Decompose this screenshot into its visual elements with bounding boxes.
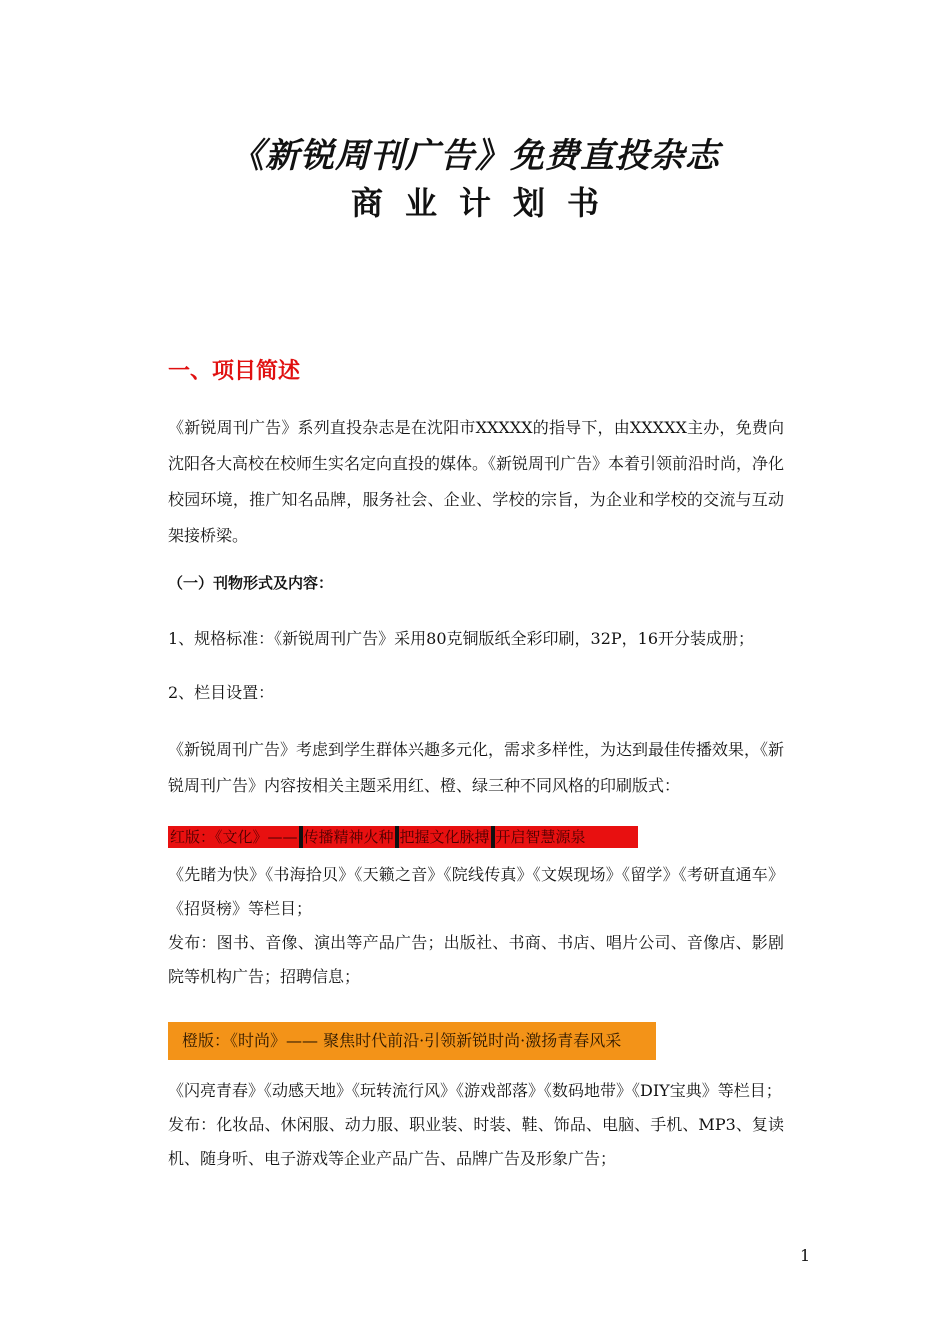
red-columns: 《先睹为快》《书海拾贝》《天籁之音》《院线传真》《文娱现场》《留学》《考研直通车》《招贤榜》等栏目； [168,865,784,918]
red-publish: 发布：图书、音像、演出等产品广告；出版社、书商、书店、唱片公司、音像店、影剧院等机构广告；招聘信息； [168,933,784,986]
red-banner-slogan-3: 开启智慧源泉 [495,828,586,846]
intro-paragraph: 《新锐周刊广告》系列直投杂志是在沈阳市XXXXX的指导下，由XXXXX主办，免费向沈阳各大高校在校师生实名定向直投的媒体。《新锐周刊广告》本着引领前沿时尚，净化校园环境，推广知名品牌，服务社会、企业、学校的宗旨，为企业和学校的交流与互动架接桥梁。 [168,418,785,545]
orange-columns: 《闪亮青春》《动感天地》《玩转流行风》《游戏部落》《数码地带》《DIY宝典》等栏目； [168,1081,782,1100]
section-heading-overview: 一、项目简述 [168,359,301,384]
red-banner-label: 红版：《文化》—— [170,828,298,846]
layout-paragraph: 《新锐周刊广告》考虑到学生群体兴趣多元化，需求多样性，为达到最佳传播效果，《新锐周刊广告》内容按相关主题采用红、橙、绿三种不同风格的印刷版式： [168,740,785,795]
red-banner-slogan-2: 把握文化脉搏 [399,828,490,846]
subheading-format: （一）刊物形式及内容： [168,574,334,592]
column-item: 2、栏目设置： [168,683,275,702]
red-banner-slogan-1: 传播精神火种 [303,828,394,846]
page-number: 1 [800,1246,811,1265]
red-edition-banner [168,826,638,848]
divider [491,826,495,848]
divider [395,826,399,848]
spec-item: 1、规格标准：《新锐周刊广告》采用80克铜版纸全彩印刷，32P，16开分装成册； [168,629,755,648]
orange-publish: 发布：化妆品、休闲服、动力服、职业装、时装、鞋、饰品、电脑、手机、MP3、复读机、随身听、电子游戏等企业产品广告、品牌广告及形象广告； [168,1115,784,1168]
divider [299,826,303,848]
document-title: 《新锐周刊广告》免费直投杂志 [230,136,720,176]
orange-edition-banner: 橙版：《时尚》—— 聚焦时代前沿·引领新锐时尚·激扬青春风采 [168,1022,656,1060]
document-subtitle: 商业计划书 [350,184,621,222]
